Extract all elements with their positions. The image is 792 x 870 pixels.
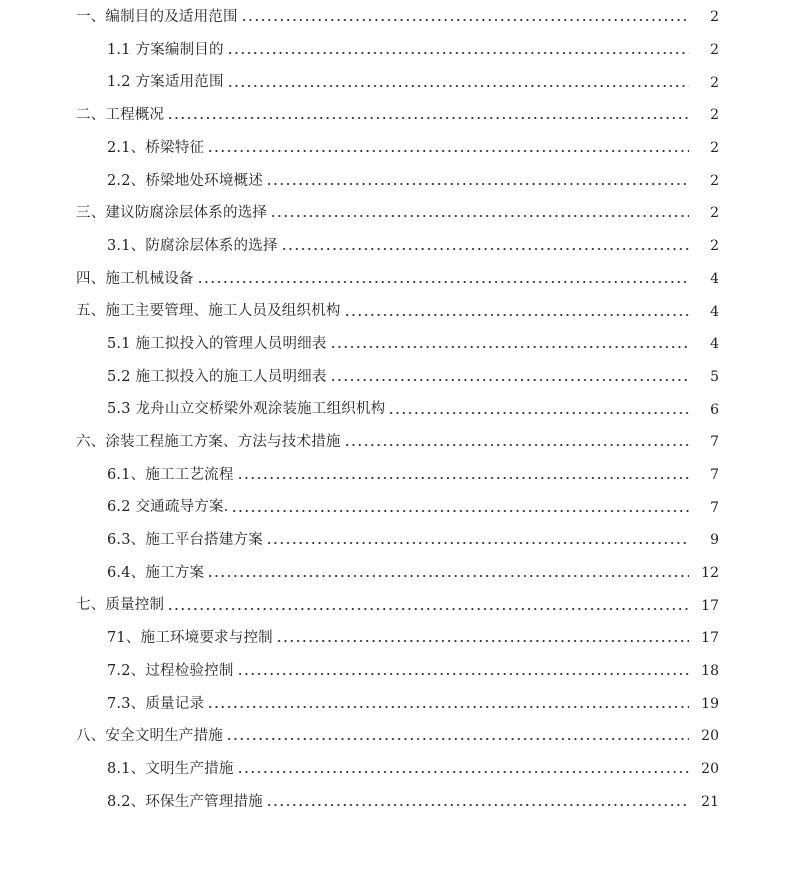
toc-page-number: 6 [710,401,719,418]
toc-entry-title: 八、安全文明生产措施 [76,728,223,745]
toc-page-number: 7 [710,466,719,483]
toc-entry[interactable] [0,66,792,99]
toc-entry-title: 五、施工主要管理、施工人员及组织机构 [76,303,341,320]
toc-entry[interactable] [0,622,792,655]
toc-entry[interactable] [0,687,792,720]
toc-entry[interactable] [0,230,792,263]
dot-leader [227,81,689,91]
toc-entry-title: 8.1、文明生产措施 [107,760,234,777]
toc-entry-title: 5.2 施工拟投入的施工人员明细表 [107,368,327,385]
toc-page-number: 2 [710,205,719,222]
dot-leader [330,375,689,385]
dot-leader [237,669,689,679]
toc-entry[interactable] [0,524,792,557]
toc-entry[interactable] [0,164,792,197]
toc-page-number: 20 [701,761,719,778]
toc-page-number: 4 [710,270,719,287]
dot-leader [266,538,689,548]
toc-page-number: 7 [710,434,719,451]
dot-leader [167,113,689,123]
toc-page-number: 2 [710,42,719,59]
toc-entry[interactable] [0,589,792,622]
toc-entry[interactable] [0,491,792,524]
toc-entry[interactable] [0,263,792,296]
dot-leader [270,211,689,221]
toc-entry-title: 一、编制目的及适用范围 [76,9,238,26]
dot-leader [330,342,689,352]
toc-entry-title: 6.4、施工方案 [107,564,205,581]
toc-entry-title: 5.1 施工拟投入的管理人员明细表 [107,335,327,352]
dot-leader [281,244,689,254]
dot-leader [344,440,689,450]
toc-page-number: 2 [710,74,719,91]
toc-entry-title: 三、建议防腐涂层体系的选择 [76,205,268,222]
toc-entry[interactable] [0,132,792,165]
dot-leader [237,473,689,483]
toc-page-number: 2 [710,238,719,255]
dot-leader [226,734,689,744]
toc-entry[interactable] [0,34,792,67]
dot-leader [266,179,689,189]
toc-entry[interactable] [0,557,792,590]
toc-entry[interactable] [0,720,792,753]
toc-entry[interactable] [0,361,792,394]
toc-page-number: 2 [710,107,719,124]
table-of-contents [0,1,792,818]
toc-entry-title: 二、工程概况 [76,107,165,124]
dot-leader [266,800,689,810]
toc-page-number: 18 [701,663,719,680]
toc-entry-title: 四、施工机械设备 [76,270,194,287]
toc-entry-title: 7.2、过程检验控制 [107,662,234,679]
toc-page-number: 20 [701,728,719,745]
toc-entry-title: 8.2、环保生产管理措施 [107,793,263,810]
toc-entry-title: 6.1、施工工艺流程 [107,466,234,483]
toc-page-number: 21 [701,793,719,810]
toc-entry[interactable] [0,459,792,492]
toc-page-number: 2 [710,9,719,26]
toc-entry[interactable] [0,753,792,786]
toc-entry-title: 7.3、质量记录 [107,695,205,712]
toc-entry[interactable] [0,328,792,361]
toc-entry-title: 5.3 龙舟山立交桥梁外观涂装施工组织机构 [107,401,386,418]
dot-leader [388,408,689,418]
toc-page-number: 5 [710,368,719,385]
toc-page-number: 17 [701,630,719,647]
toc-entry-title: 七、质量控制 [76,597,165,614]
dot-leader [231,506,689,516]
toc-entry[interactable] [0,786,792,819]
dot-leader [276,636,689,646]
toc-entry[interactable] [0,1,792,34]
toc-page-number: 12 [701,565,719,582]
toc-entry[interactable] [0,655,792,688]
dot-leader [241,15,689,25]
toc-entry[interactable] [0,295,792,328]
toc-entry-title: 3.1、防腐涂层体系的选择 [107,237,278,254]
toc-page-number: 4 [710,336,719,353]
toc-entry-title: 6.2 交通疏导方案. [107,499,229,516]
toc-entry-title: 6.3、施工平台搭建方案 [107,532,263,549]
toc-entry-title: 1.2 方案适用范围 [107,74,224,91]
toc-entry-title: 1.1 方案编制目的 [107,41,224,58]
dot-leader [207,571,689,581]
toc-page-number: 2 [710,172,719,189]
toc-page-number: 2 [710,140,719,157]
toc-page-number: 7 [710,499,719,516]
dot-leader [227,48,689,58]
dot-leader [207,146,689,156]
dot-leader [197,277,689,287]
toc-entry-title: 六、涂装工程施工方案、方法与技术措施 [76,434,341,451]
toc-entry-title: 71、施工环境要求与控制 [107,630,273,647]
dot-leader [167,604,689,614]
toc-entry-title: 2.2、桥梁地处环境概述 [107,172,263,189]
dot-leader [207,702,689,712]
toc-page-number: 19 [701,695,719,712]
toc-page-number: 17 [701,597,719,614]
toc-page-number: 9 [710,532,719,549]
toc-entry[interactable] [0,99,792,132]
dot-leader [237,767,689,777]
toc-entry-title: 2.1、桥梁特征 [107,139,205,156]
dot-leader [344,310,689,320]
toc-entry[interactable] [0,197,792,230]
toc-page-number: 4 [710,303,719,320]
toc-entry[interactable] [0,393,792,426]
toc-entry[interactable] [0,426,792,459]
